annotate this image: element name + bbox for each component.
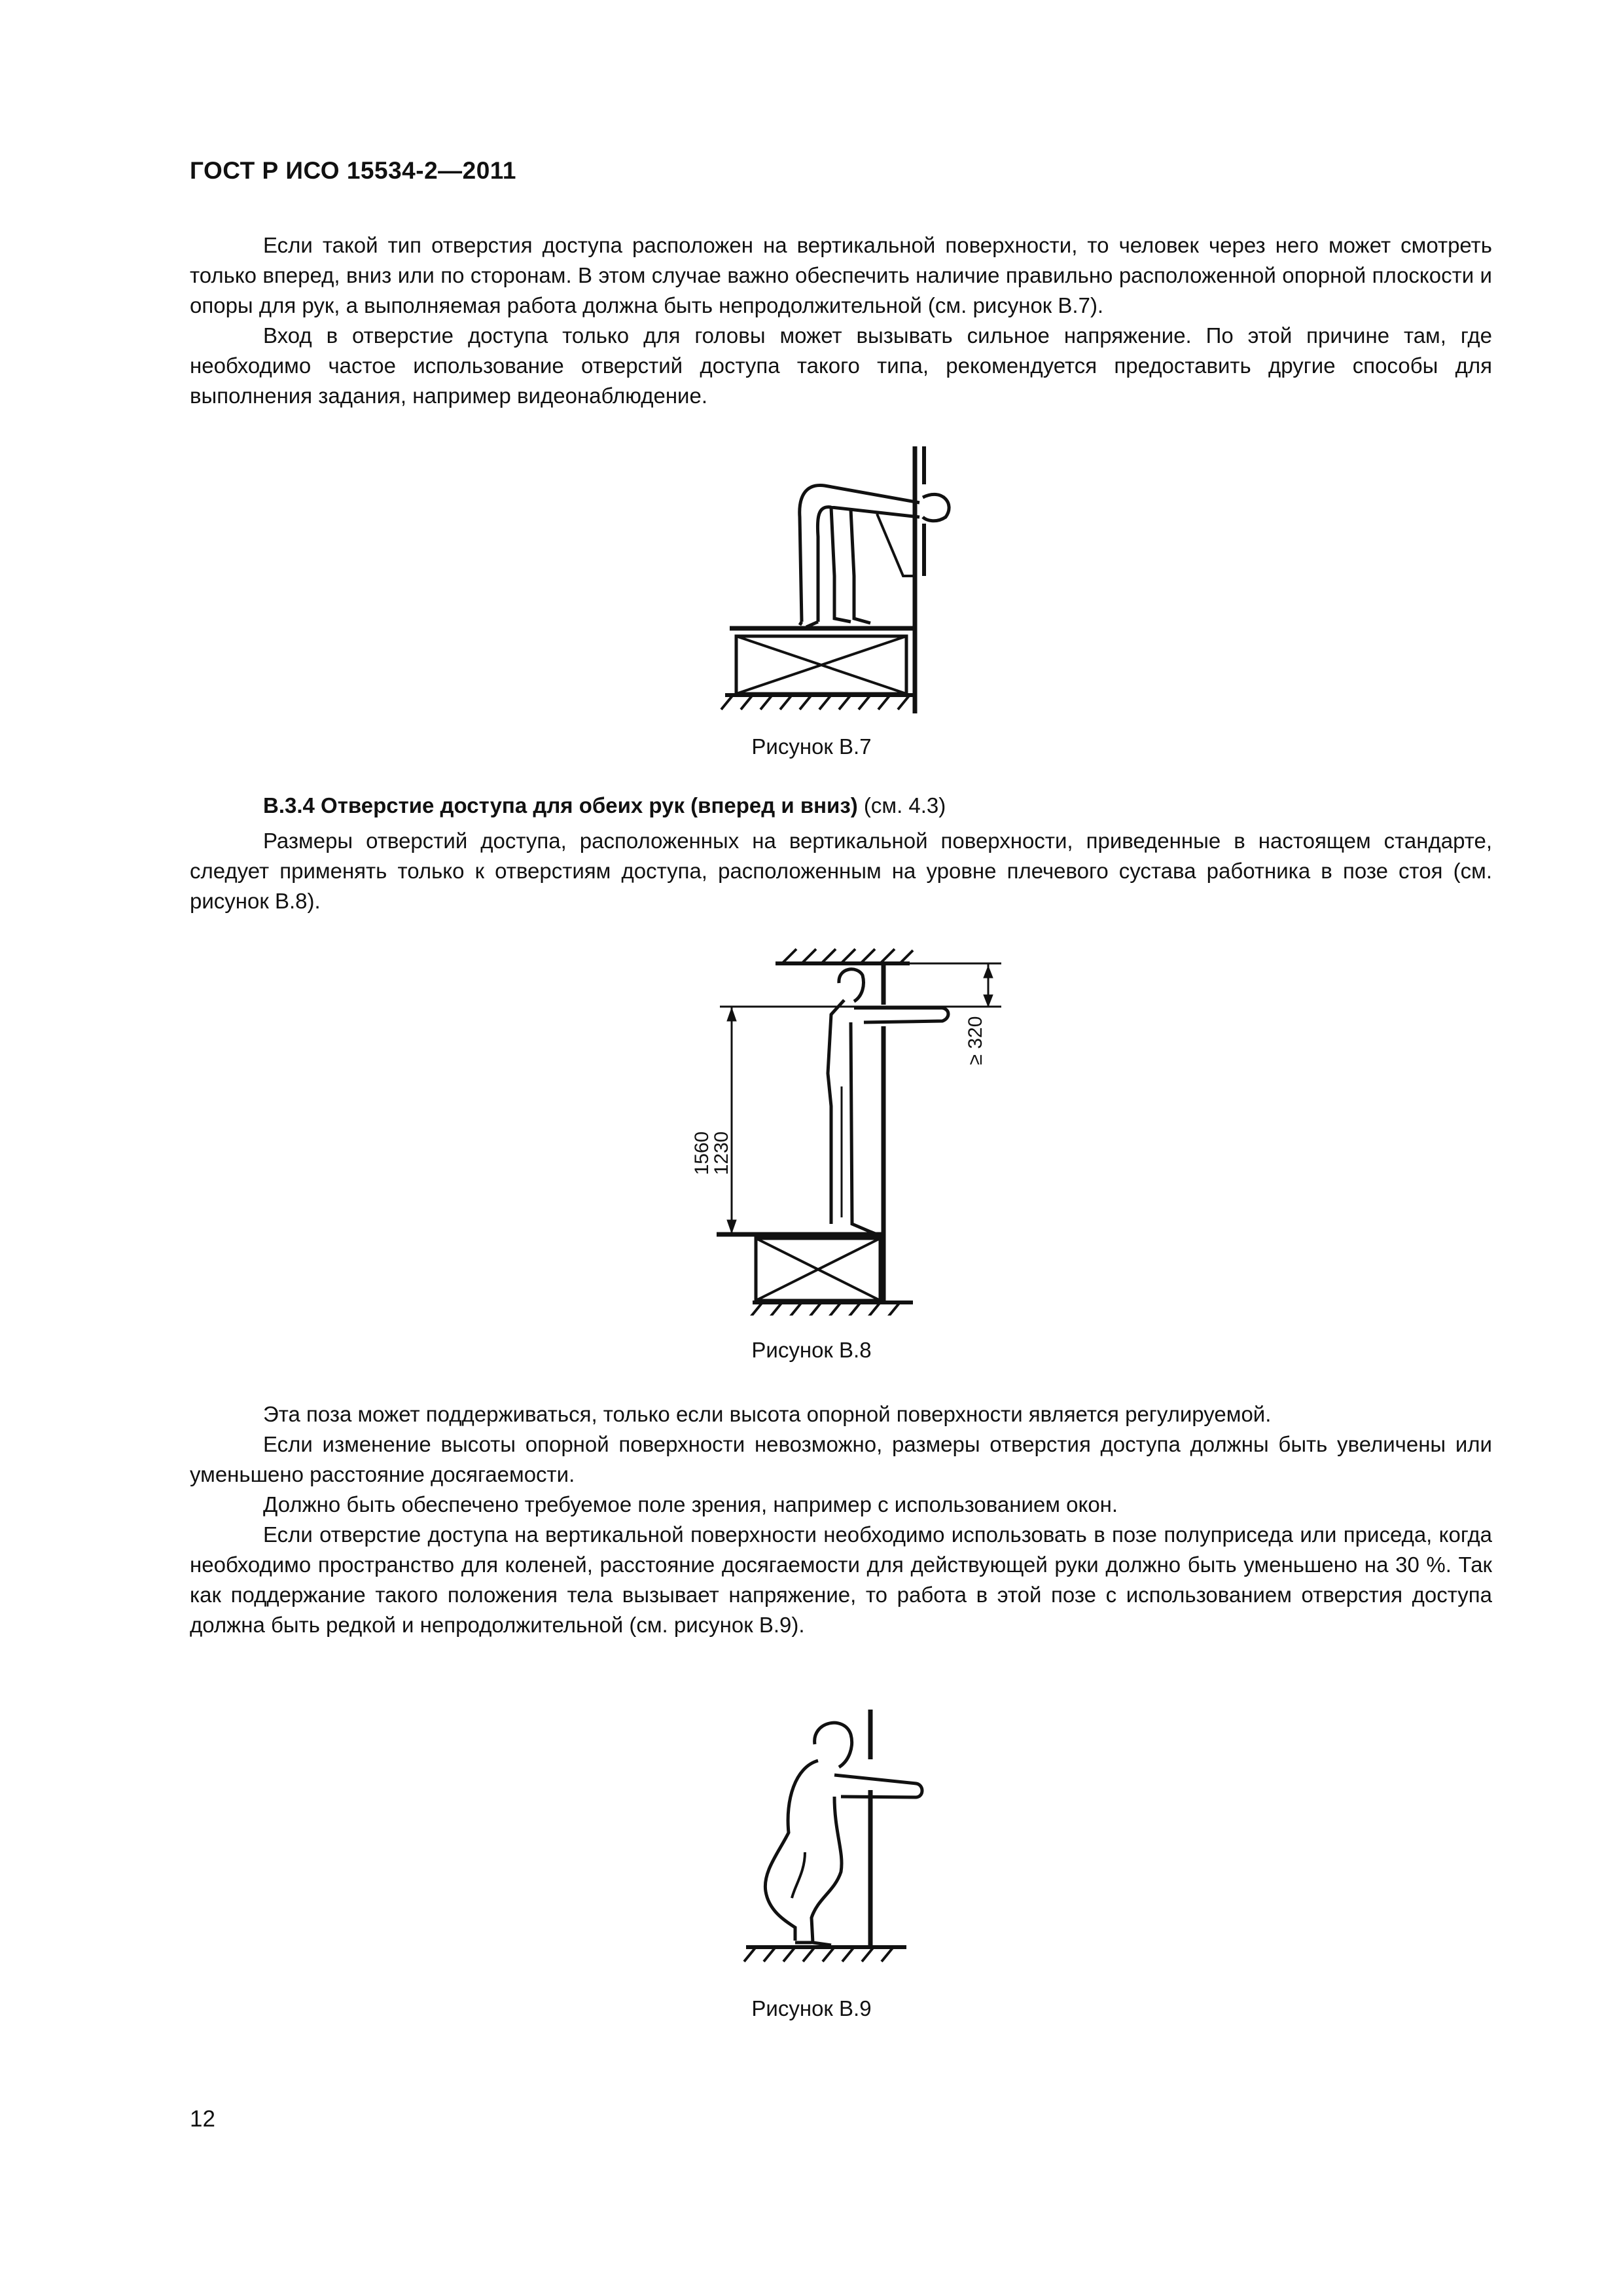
section-number: В.3.4 — [263, 793, 315, 817]
paragraph: Вход в отверстие доступа только для головы может вызывать сильное напряжение. По этой причине там, где необходимо частое использование отверстий доступа такого типа, рекомендуется предоставить другие способы для выполнения задания, например видеонаблюдение. — [190, 323, 1492, 408]
paragraph: Должно быть обеспечено требуемое поле зрения, например с использованием окон. — [263, 1492, 1118, 1516]
section-ref: (см. 4.3) — [863, 793, 946, 817]
dim-shoulder-label: 1230 — [711, 1131, 732, 1175]
figure-b8-caption: Рисунок В.8 — [751, 1338, 872, 1362]
document-header: ГОСТ Р ИСО 15534-2—2011 — [190, 157, 516, 184]
page-number: 12 — [190, 2106, 215, 2132]
paragraph: Размеры отверстий доступа, расположенных на вертикальной поверхности, приведенные в настоящем стандарте, следует применять только к отверстиям доступа, расположенным на уровне плечевого сустава работника в позе стоя (см. рисунок В.8). — [190, 829, 1492, 913]
dim-total-label: 1560 — [691, 1131, 713, 1175]
figure-b7-caption: Рисунок В.7 — [751, 734, 872, 759]
section-heading — [263, 793, 946, 818]
figure-b7-illustration — [0, 439, 1623, 726]
after-b8-text — [190, 1399, 1492, 1640]
paragraph: Если такой тип отверстия доступа расположен на вертикальной поверхности, то человек через него может смотреть только вперед, вниз или по сторонам. В этом случае важно обеспечить наличие правильно расположенной опорной плоскости и опоры для рук, а выполняемая работа должна быть непродолжительной (см. рисунок В.7). — [190, 233, 1492, 317]
intro-text — [190, 230, 1492, 411]
paragraph: Эта поза может поддерживаться, только если высота опорной поверхности является регулируемой. — [263, 1402, 1272, 1426]
dim-min-opening-label: ≥ 320 — [965, 1016, 986, 1066]
section-b34-text — [190, 826, 1492, 916]
paragraph: Если изменение высоты опорной поверхности невозможно, размеры отверстия доступа должны быть увеличены или уменьшено расстояние досягаемости. — [190, 1432, 1492, 1486]
figure-b8-illustration — [0, 936, 1623, 1316]
figure-b9-illustration — [0, 1702, 1623, 1977]
paragraph: Если отверстие доступа на вертикальной поверхности необходимо использовать в позе полуприседа или приседа, когда необходимо пространство для коленей, расстояние досягаемости для действующей руки должно быть уменьшено на 30 %. Так как поддержание такого положения тела вызывает напряжение, то работа в этой позе с использованием отверстия доступа должна быть редкой и непродолжительной (см. рисунок В.9). — [190, 1522, 1492, 1637]
figure-b9-caption: Рисунок В.9 — [751, 1996, 872, 2020]
section-title: Отверстие доступа для обеих рук (вперед и вниз) — [321, 793, 858, 817]
